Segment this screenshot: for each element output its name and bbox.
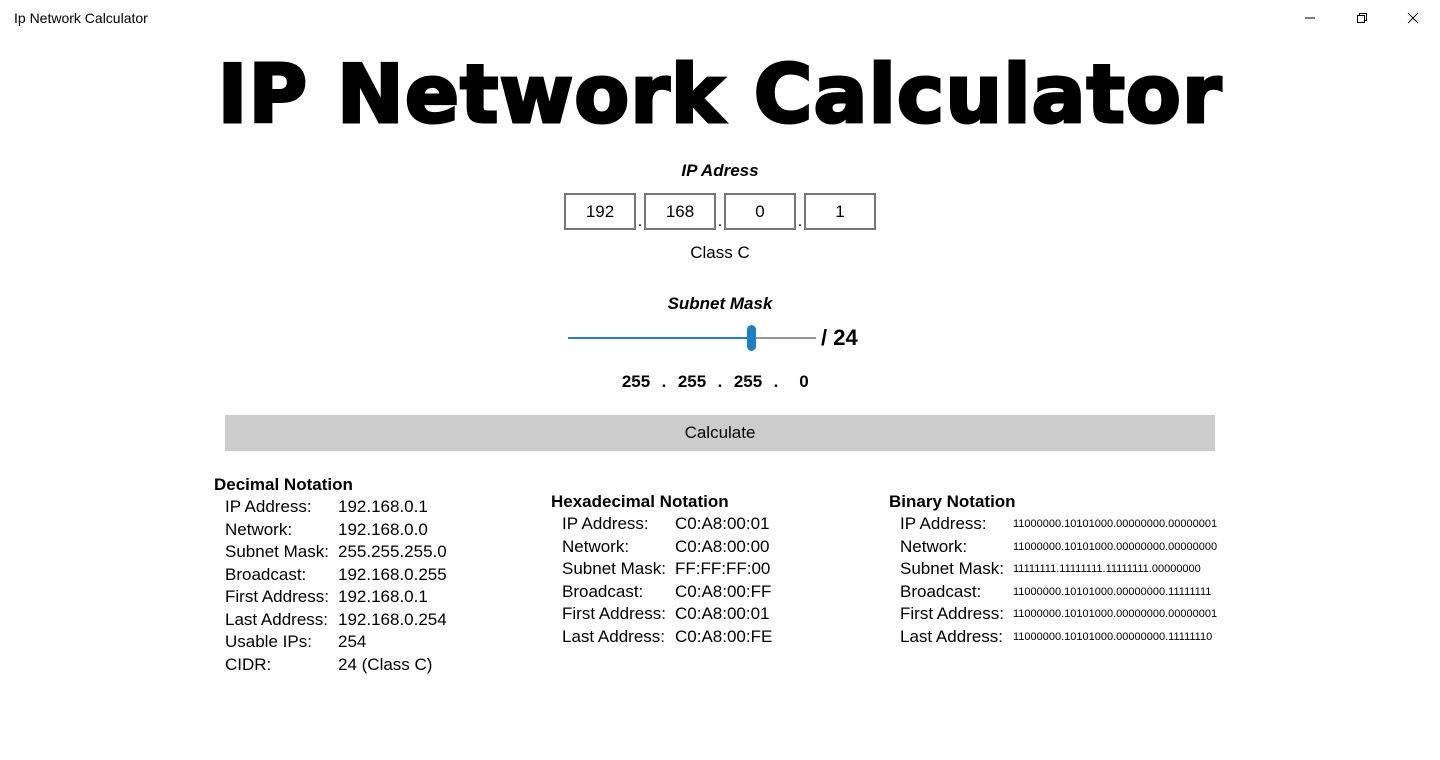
- result-key: First Address:: [900, 604, 1004, 623]
- result-key: Usable IPs:: [225, 632, 312, 651]
- result-value: 11000000.10101000.00000000.00000001: [1013, 608, 1218, 620]
- result-row: [562, 513, 772, 536]
- result-row: [225, 654, 447, 677]
- title-bar: [0, 0, 1440, 36]
- result-key: Last Address:: [900, 626, 1004, 646]
- subnet-mask-octets: [0, 372, 1440, 392]
- ip-separator: .: [797, 213, 803, 230]
- result-value: C0:A8:00:FF: [675, 581, 772, 601]
- binary-notation-panel: [889, 491, 1217, 648]
- result-key: IP Address:: [900, 514, 987, 533]
- mask-octet-1: 255: [621, 372, 651, 391]
- result-value: C0:A8:00:FE: [675, 626, 773, 646]
- result-key: CIDR:: [225, 654, 272, 674]
- result-value: 11000000.10101000.00000000.00000001: [1013, 518, 1218, 530]
- calculate-button[interactable]: Calculate: [225, 415, 1215, 451]
- result-key: Last Address:: [225, 609, 329, 629]
- result-key: First Address:: [562, 604, 666, 623]
- subnet-mask-label: Subnet Mask: [667, 294, 773, 313]
- minimize-button[interactable]: [1287, 0, 1333, 36]
- restore-icon: [1356, 12, 1368, 24]
- result-key: First Address:: [225, 587, 329, 606]
- mask-octet-4: 0: [799, 372, 809, 391]
- result-row: [562, 626, 772, 649]
- hexadecimal-notation-title: Hexadecimal Notation: [551, 492, 729, 511]
- mask-separator: .: [661, 372, 667, 391]
- hexadecimal-notation-panel: [551, 491, 772, 648]
- minimize-icon: [1304, 12, 1316, 24]
- result-key: Network:: [562, 536, 630, 556]
- result-row: [225, 541, 447, 564]
- result-key: Network:: [225, 519, 293, 539]
- ip-address-label: IP Adress: [681, 161, 759, 180]
- result-value: C0:A8:00:01: [675, 514, 770, 533]
- result-key: Broadcast:: [225, 564, 307, 584]
- result-key: Network:: [900, 536, 968, 556]
- result-key: IP Address:: [562, 514, 649, 533]
- result-value: 192.168.0.255: [338, 564, 447, 584]
- result-key: Subnet Mask:: [562, 559, 666, 578]
- result-value: FF:FF:FF:00: [675, 559, 771, 578]
- mask-octet-2: 255: [677, 372, 707, 391]
- result-value: C0:A8:00:00: [675, 536, 770, 556]
- result-row: [900, 626, 1217, 649]
- ip-address-inputs: [564, 193, 876, 230]
- result-row: [225, 586, 447, 609]
- cidr-value: / 24: [821, 325, 858, 350]
- result-row: [225, 609, 447, 632]
- result-value: 255.255.255.0: [338, 542, 447, 561]
- ip-class-text: Class C: [690, 243, 750, 262]
- result-row: [900, 536, 1217, 559]
- decimal-notation-panel: [214, 474, 447, 676]
- result-key: Broadcast:: [562, 581, 644, 601]
- result-value: 192.168.0.254: [338, 609, 447, 629]
- mask-separator: .: [717, 372, 723, 391]
- result-value: C0:A8:00:01: [675, 604, 770, 623]
- result-value: 192.168.0.0: [338, 519, 428, 539]
- result-key: Broadcast:: [900, 581, 982, 601]
- result-row: [562, 581, 772, 604]
- result-row: [900, 603, 1217, 626]
- result-value: 254: [338, 632, 367, 651]
- decimal-notation-title: Decimal Notation: [214, 475, 353, 494]
- window-title: Ip Network Calculator: [14, 10, 148, 26]
- result-row: [562, 558, 772, 581]
- mask-octet-3: 255: [733, 372, 763, 391]
- result-key: Subnet Mask:: [225, 542, 329, 561]
- ip-octet-1-input[interactable]: [564, 193, 636, 230]
- result-row: [900, 513, 1217, 536]
- result-key: Subnet Mask:: [900, 559, 1004, 578]
- close-icon: [1407, 12, 1419, 24]
- result-row: [225, 631, 447, 654]
- ip-separator: .: [637, 213, 643, 230]
- result-row: [562, 603, 772, 626]
- subnet-mask-slider[interactable]: [568, 325, 816, 351]
- result-value: 11000000.10101000.00000000.11111110: [1013, 630, 1213, 643]
- ip-octet-3-input[interactable]: [724, 193, 796, 230]
- slider-thumb[interactable]: [747, 325, 756, 351]
- restore-button[interactable]: [1339, 0, 1385, 36]
- result-value: 192.168.0.1: [338, 587, 428, 606]
- result-row: [225, 496, 447, 519]
- ip-separator: .: [717, 213, 723, 230]
- result-value: 11000000.10101000.00000000.11111111: [1013, 585, 1212, 598]
- result-value: 11000000.10101000.00000000.00000000: [1013, 540, 1218, 553]
- slider-track: [756, 337, 816, 339]
- result-value: 192.168.0.1: [338, 497, 428, 516]
- result-row: [562, 536, 772, 559]
- result-row: [225, 519, 447, 542]
- binary-notation-title: Binary Notation: [889, 492, 1016, 511]
- result-value: 24 (Class C): [338, 654, 433, 674]
- result-key: IP Address:: [225, 497, 312, 516]
- result-row: [900, 558, 1217, 581]
- close-button[interactable]: [1390, 0, 1436, 36]
- mask-separator: .: [773, 372, 779, 391]
- result-key: Last Address:: [562, 626, 666, 646]
- result-row: [225, 564, 447, 587]
- page-title: IP Network Calculator: [217, 48, 1223, 141]
- result-row: [900, 581, 1217, 604]
- slider-track-filled: [568, 337, 747, 339]
- result-value: 11111111.11111111.11111111.00000000: [1013, 563, 1201, 575]
- ip-octet-2-input[interactable]: [644, 193, 716, 230]
- ip-octet-4-input[interactable]: [804, 193, 876, 230]
